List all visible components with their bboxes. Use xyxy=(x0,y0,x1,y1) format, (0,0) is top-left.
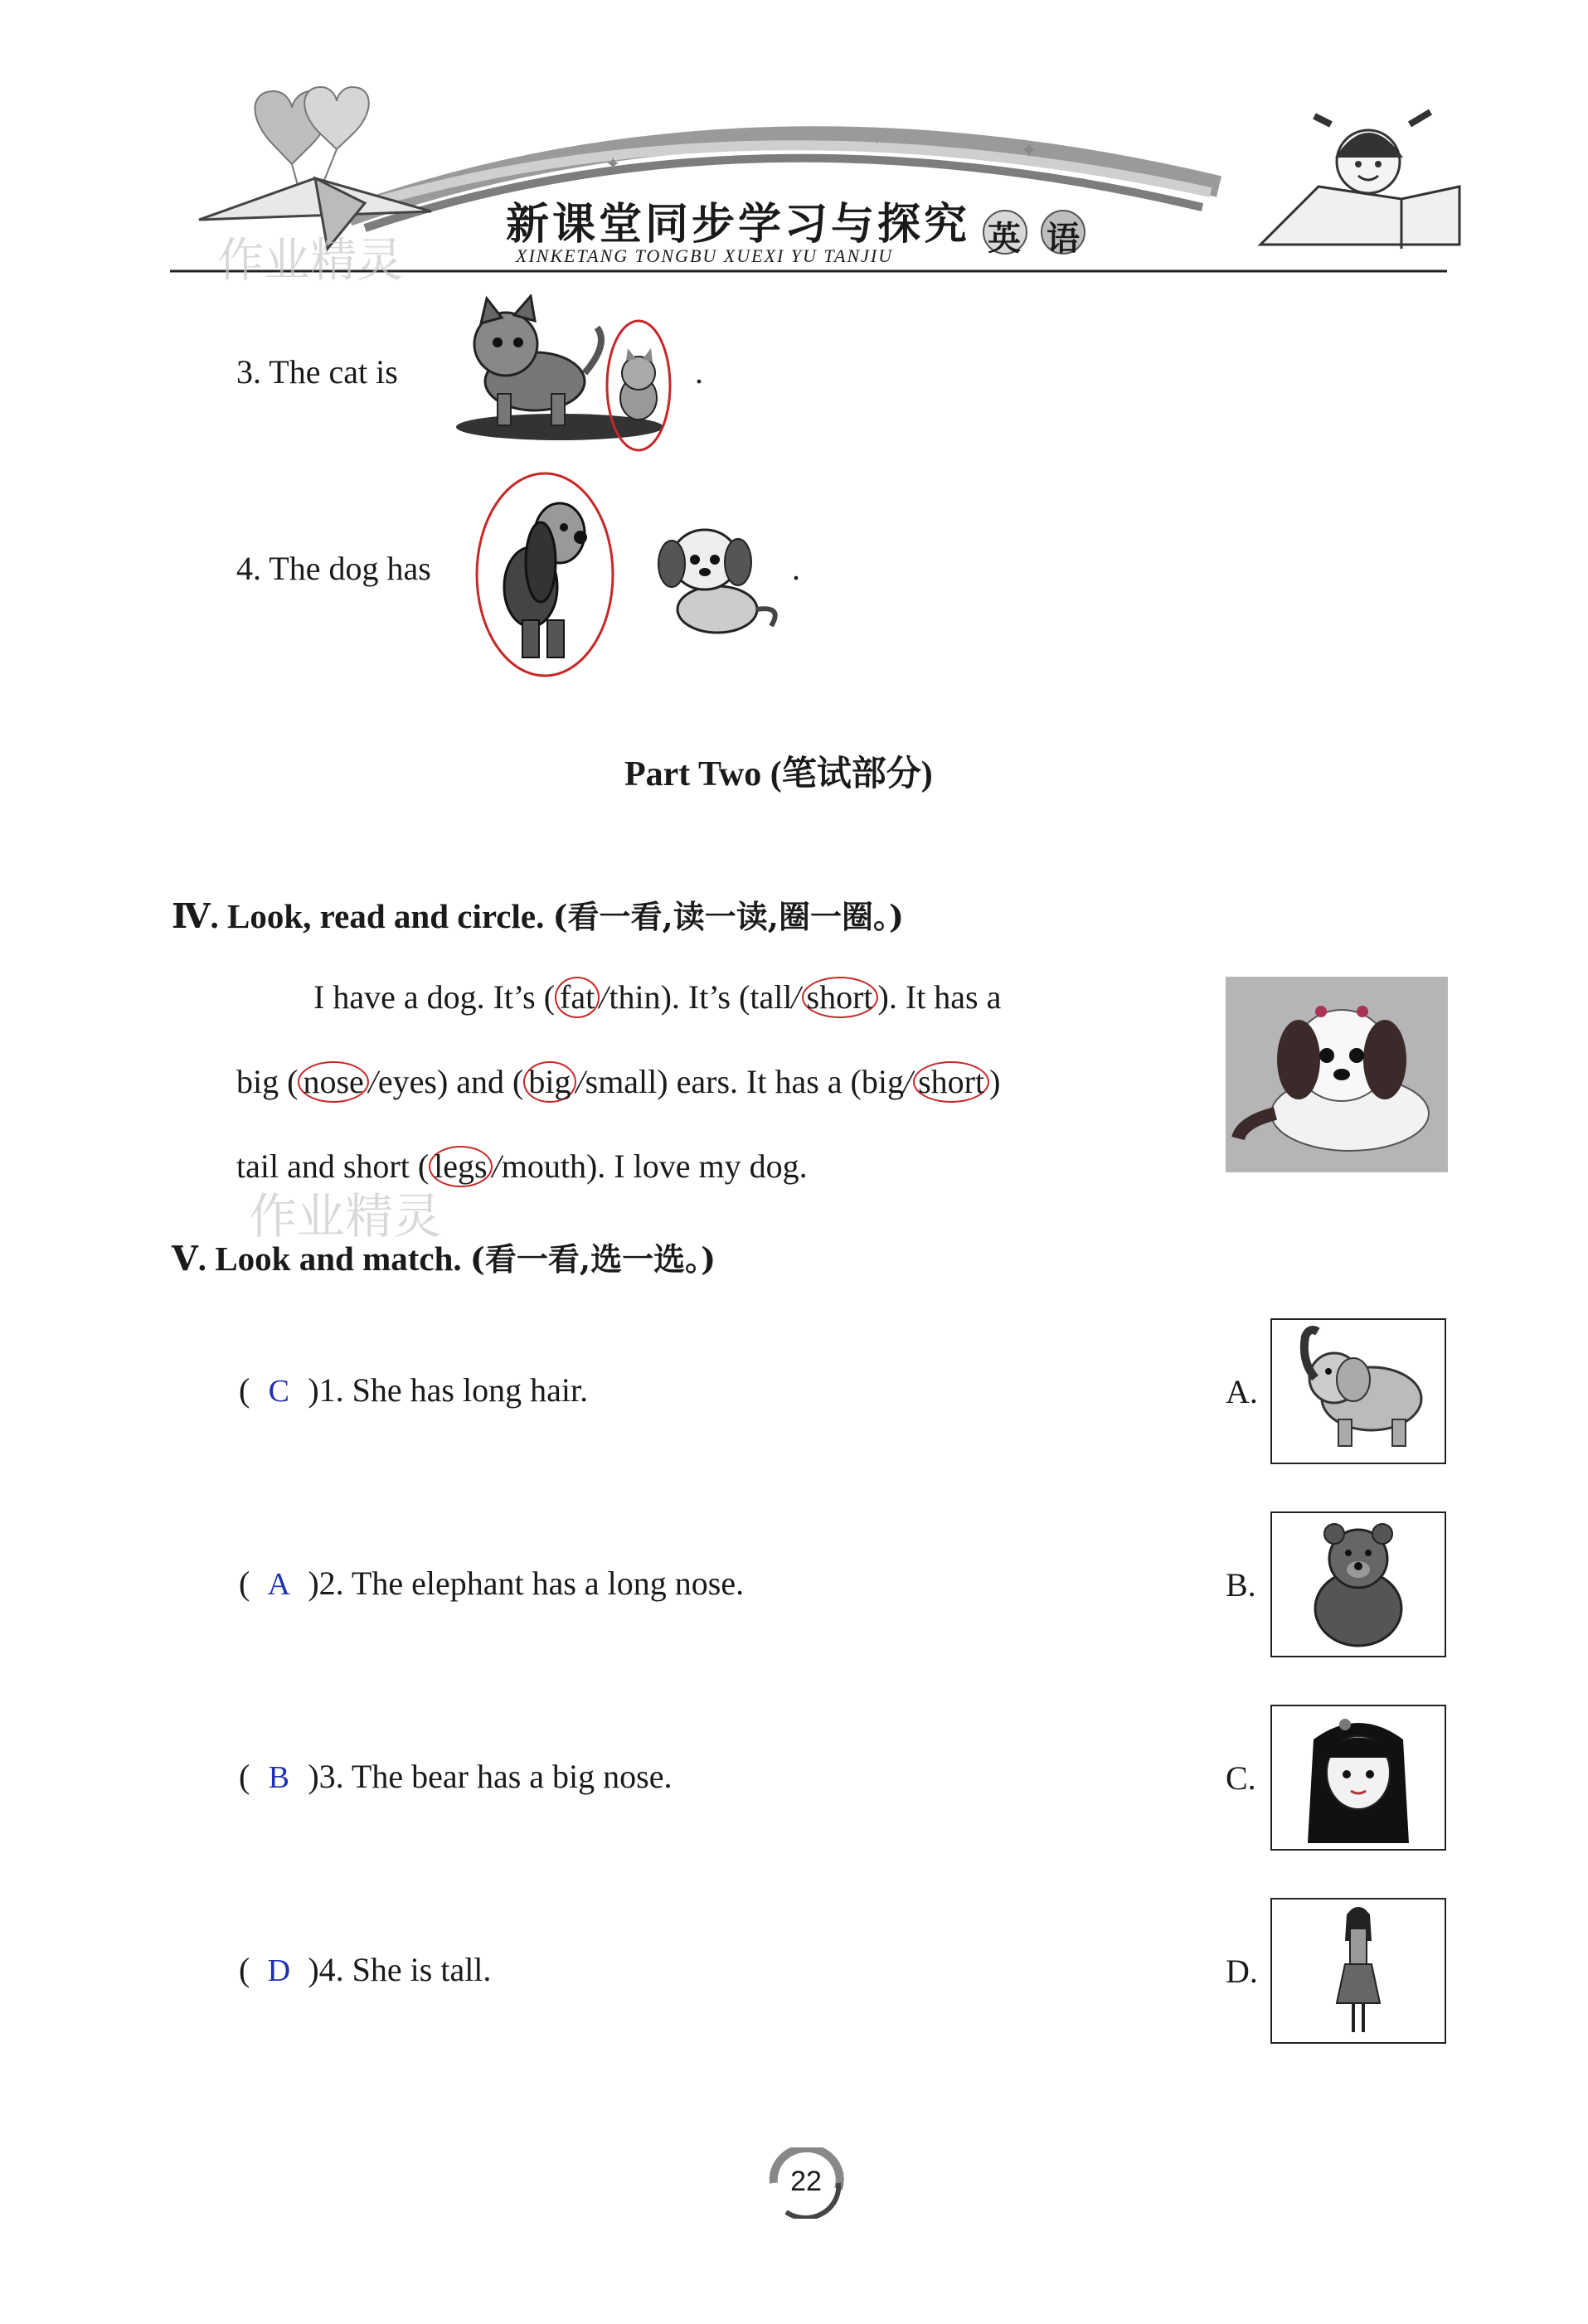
option-letter-b: B. xyxy=(1226,1566,1256,1604)
passage-text: ) ears. It has a ( xyxy=(657,1063,862,1100)
passage-text: tail and short ( xyxy=(236,1147,430,1185)
section-4-numeral: Ⅳ. xyxy=(172,897,219,935)
section-5-heading xyxy=(172,1234,716,1279)
circled-option-big[interactable]: big xyxy=(523,1061,575,1103)
answer-blank-4[interactable]: D xyxy=(267,1953,291,1988)
option-picture-b[interactable] xyxy=(1270,1511,1446,1657)
svg-text:✦: ✦ xyxy=(605,153,621,174)
circled-option-short[interactable]: short xyxy=(802,977,878,1018)
passage-text: ). It’s ( xyxy=(660,978,750,1016)
passage-text: I have a dog. It’s ( xyxy=(313,978,556,1016)
passage-line-1: I have a dog. It’s ( fat/thin). It’s (tall/short ). It has a xyxy=(313,977,1001,1018)
match-item-1: ( C )1. She has long hair. xyxy=(239,1371,589,1409)
match-text-3: )3. The bear has a big nose. xyxy=(308,1758,673,1795)
option-tall[interactable]: tall xyxy=(750,978,793,1016)
passage-text: big ( xyxy=(236,1063,299,1100)
passage-line-2: big ( nose/eyes) and ( big/small) ears. It has a (big/short ) xyxy=(236,1061,1000,1103)
answer-blank-1[interactable]: C xyxy=(268,1374,289,1409)
section-5-title: Look and match. xyxy=(215,1240,462,1278)
listening-q3-end: . xyxy=(695,353,703,391)
cat-picture-icon xyxy=(452,294,684,452)
match-text-2: )2. The elephant has a long nose. xyxy=(308,1565,745,1602)
listening-q4-end: . xyxy=(792,550,800,587)
section-4-title-cn: (看一看,读一读,圈一圈。) xyxy=(552,898,904,935)
watermark: 作业精灵 xyxy=(217,234,403,288)
option-letter-a: A. xyxy=(1226,1373,1258,1410)
option-letter-d: D. xyxy=(1226,1953,1258,1990)
long-ear-dog-picture-icon xyxy=(473,471,618,678)
circled-option-nose[interactable]: nose xyxy=(298,1061,368,1103)
passage-text: ). It has a xyxy=(877,978,1002,1016)
part-two-title: Part Two (笔试部分) xyxy=(624,755,933,793)
passage-text: ) and ( xyxy=(436,1063,524,1100)
option-eyes[interactable]: eyes xyxy=(377,1063,437,1100)
answer-blank-2[interactable]: A xyxy=(267,1567,291,1602)
svg-text:✦: ✦ xyxy=(871,132,884,148)
option-big-tail[interactable]: big xyxy=(861,1063,904,1100)
passage-text: ). I love my dog. xyxy=(585,1147,808,1185)
match-item-2: ( A )2. The elephant has a long nose. xyxy=(239,1565,745,1602)
tall-girl-icon xyxy=(1272,1899,1445,2042)
listening-q4-text: 4. The dog has xyxy=(236,550,431,587)
option-picture-d[interactable] xyxy=(1270,1898,1446,2044)
circled-option-fat[interactable]: fat xyxy=(555,977,600,1018)
option-letter-c: C. xyxy=(1226,1759,1256,1797)
option-mouth[interactable]: mouth xyxy=(501,1147,586,1185)
match-item-3: ( B )3. The bear has a big nose. xyxy=(239,1758,673,1795)
page-header xyxy=(0,0,1588,288)
passage-text: ) xyxy=(989,1063,1001,1100)
puppy-picture-icon xyxy=(647,514,792,638)
option-thin[interactable]: thin xyxy=(609,978,661,1016)
page-number-badge xyxy=(761,2147,851,2219)
circled-option-short-tail[interactable]: short xyxy=(913,1061,989,1103)
watermark-2: 作业精灵 xyxy=(249,1188,442,1244)
header-title: 新课堂同步学习与探究 xyxy=(506,199,971,250)
svg-text:✦: ✦ xyxy=(1020,138,1038,163)
match-text-4: )4. She is tall. xyxy=(308,1951,492,1988)
section-5-numeral: Ⅴ. xyxy=(172,1240,207,1278)
subject-label-1: 英 xyxy=(988,220,1021,258)
subject-label-2: 语 xyxy=(1047,220,1080,258)
option-picture-c[interactable] xyxy=(1270,1705,1446,1851)
option-small[interactable]: small xyxy=(585,1063,658,1100)
circled-option-legs[interactable]: legs xyxy=(429,1146,492,1187)
match-text-1: )1. She has long hair. xyxy=(308,1371,589,1409)
listening-q3-text: 3. The cat is xyxy=(236,353,398,391)
answer-blank-3[interactable]: B xyxy=(268,1760,289,1795)
page-number: 22 xyxy=(790,2166,822,2197)
header-pinyin: XINKETANG TONGBU XUEXI YU TANJIU xyxy=(516,245,894,266)
dog-photo-icon xyxy=(1226,977,1448,1172)
match-item-4: ( D )4. She is tall. xyxy=(239,1951,492,1988)
section-4-title: Look, read and circle. xyxy=(227,897,545,935)
passage-line-3: tail and short ( legs/mouth). I love my dog. xyxy=(236,1146,808,1187)
long-hair-girl-icon xyxy=(1272,1706,1445,1849)
section-5-title-cn: (看一看,选一选。) xyxy=(469,1240,716,1278)
bear-icon xyxy=(1272,1513,1445,1656)
section-4-heading xyxy=(172,891,904,937)
option-picture-a[interactable] xyxy=(1270,1318,1446,1464)
elephant-icon xyxy=(1272,1320,1445,1463)
